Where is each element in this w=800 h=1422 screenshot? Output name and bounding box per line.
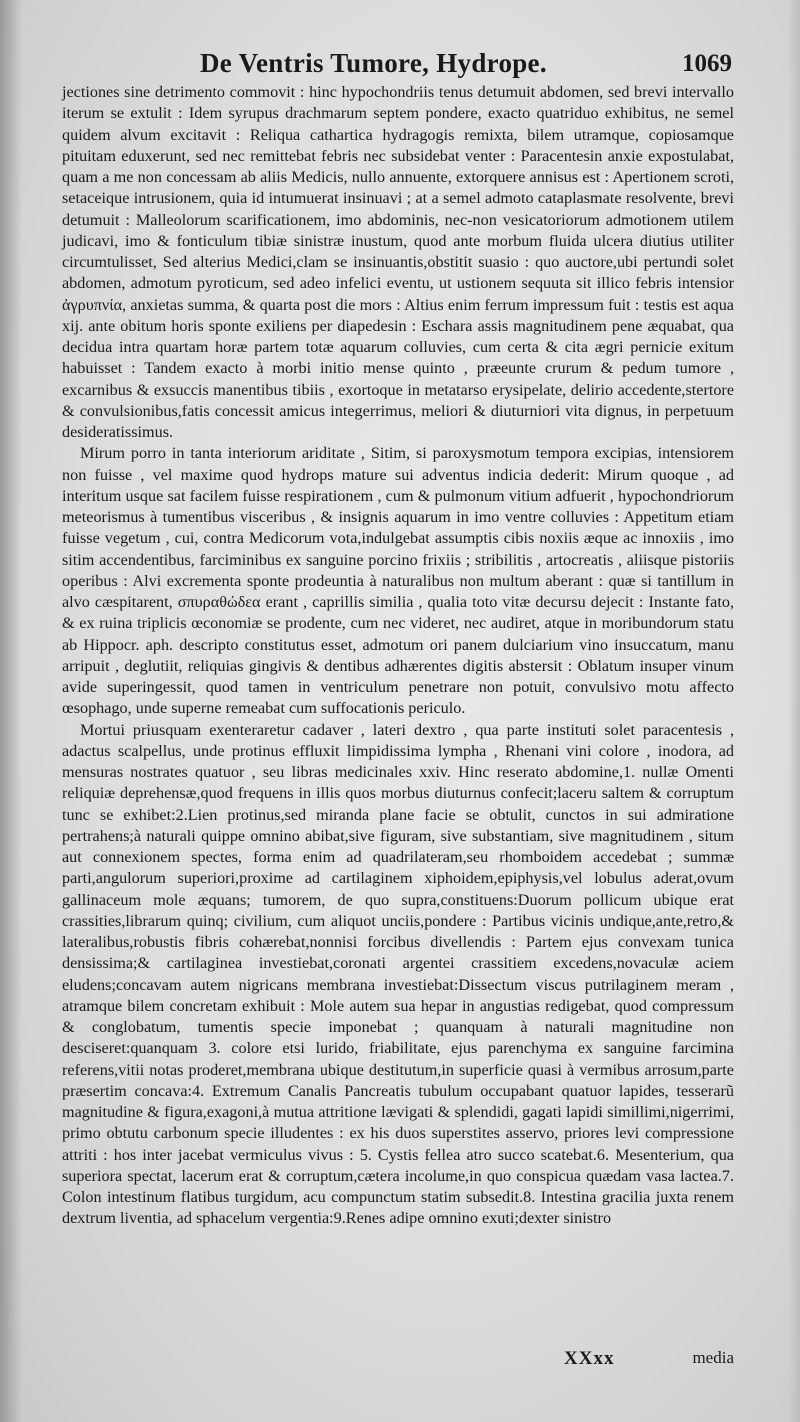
page-shadow-left bbox=[0, 0, 22, 1422]
running-title: De Ventris Tumore, Hydrope. bbox=[200, 48, 547, 78]
paragraph-autopsy: Mortui priusquam exenteraretur cadaver , lateri dextro , qua parte instituti solet paracentesis , adactus scalpellus, unde protinus effluxit limpidissima lympha , Rhenani vini colore , inodora, ad mensuras nostrates quatuor , seu libras medicinales xxiv. Hinc reserato abdomine,1. nullæ Omenti reliquiæ deprehensæ,quod frequens in illis quos morbus diuturnus confecit;laceru saltem & corruptum tunc se exhibet:2.Lien protinus,sed miranda plane facie se obtulit, cunctos in sui admiratione pertrahens;à naturali quippe omnino abibat,sive figuram, sive substantiam, sive magnitudinem , situm aut connexionem spectes, forma enim ad quadrilateram,seu rhomboidem accedebat ; summæ parti,angulorum superiori,proxime ad cartilaginem xiphoidem,epiphysis,vel lobulus aderat,ovum gallinaceum mole æquans; tumorem, de quo supra,constituens:Duorum pollicum ubique erat crassities,librarum quinq; civilium, cum aliquot unciis,pondere : Partibus vicinis undique,ante,retro,& lateralibus,robustis fibris cohærebat,nonnisi forcibus divellendis : Partem ejus convexam tunica densissima;& cartilaginea investiebat,coronati argentei crassitiem excedens,novaculæ aciem eludens;concavam autem nigricans membrana investiebat:Dissectum viscus putrilaginem meram , atramque bilem concretam exhibuit : Mole autem sua hepar in angustias redigebat, quod compressum & conglobatum, tumentis specie imponebat ; quanquam à naturali magnitudine non desciseret:quanquam 3. colore etsi lurido, friabilitate, ejus parenchyma ex sanguine farcimina referens,vitii notas proderet,membrana ubique destitutum,in superficie quasi à vermibus arrosum,parte præsertim concava:4. Extremum Canalis Pancreatis tubulum occupabant quatuor lapides, tesserarũ magnitudine & figura,exagoni,à mutua attritione lævigati & splendidi, gagati lapidi simillimi,nigerrimi, primo obtutu carbonum specie illudentes : ex his duos superstites asservo, priores levi compressione attriti : hos inter jacebat vermiculus vivus : 5. Cystis fellea atro succo scatebat.6. Mesenterium, qua superiora spectat, lacerum erat & corruptum,cætera incolume,in quo conspicua quædam vasa lactea.7. Colon intestinum flatibus turgidum, acu compunctum statim subsedit.8. Intestina gracilia juxta renem dextrum liventia, ad sphacelum vergentia:9.Renes adipe omnino exuti;dexter sinistro bbox=[62, 720, 734, 1228]
page-number: 1069 bbox=[682, 50, 732, 77]
body-text bbox=[62, 82, 734, 1230]
page-footer bbox=[62, 1348, 734, 1372]
signature-mark: XXxx bbox=[564, 1348, 615, 1369]
page-shadow-right bbox=[788, 0, 800, 1422]
running-header bbox=[200, 48, 732, 84]
paragraph-continuation: jectiones sine detrimento commovit : hinc hypochondriis tenus detumuit abdomen, sed brevi intervallo iterum se extulit : Idem syrupus drachmarum septem pondere, exacto quatriduo exhibitus, ne semel quidem alvum excitavit : Reliqua cathartica hydragogis remixta, bilem utramque, copiosamque pituitam eduxerunt, sed nec remittebat febris nec subsidebat venter : Paracentesin anxie expostulabat, quam a me non concessam ab aliis Medicis, nullo annuente, extorquere annisus est : Apertionem scroti, setaceique intrusionem, quia id intumuerat insinuavi ; at a semel admoto cataplasmate resolvente, brevi detumuit : Malleolorum scarificationem, imo abdominis, nec-non vesicatoriorum admotionem utilem judicavi, imo & fonticulum tibiæ sinistræ inustum, quod ante morbum fluida ulcera diutius utiliter circumtulisset, Sed alterius Medici,clam se insinuantis,obstitit suasio : quo auctore,ubi pertundi solet abdomen, admotum pyroticum, sed adeo infelici eventu, ut ustionem sequuta sit illico febris intensior ἀγρυπνία, anxietas summa, & quarta post die mors : Altius enim ferrum impressum fuit : testis est aqua xij. ante obitum horis sponte exiliens per diapedesin : Eschara assis magnitudinem pene æquabat, qua decidua intra quartam horæ partem totæ aquarum colluvies, cum certa & cita ægri pernicie exitum habuisset : Tandem exacto à morbi initio mense quinto , præeunte crurum & pedum tumore , excarnibus & exsuccis manentibus tibiis , exortoque in metatarso erysipelate, delirio accedente,stertore & convulsionibus,fatis concessit amicus integerrimus, meliori & diuturniori vita dignus, in perpetuum desideratissimus. bbox=[62, 83, 734, 441]
catchword: media bbox=[692, 1348, 734, 1367]
paragraph-thirst: Mirum porro in tanta interiorum ariditate , Sitim, si paroxysmotum tempora excipias, intensiorem non fuisse , vel maxime quod hydrops mature sui adventus indicia dederit: Mirum quoque , ad interitum usque sat facilem fuisse respirationem , cum & pulmonum vitium adfuerit , hypochondriorum meteorismus à tumentibus visceribus , & insignis aquarum in imo ventre colluvies : Appetitum etiam fuisse vegetum , cui, contra Medicorum vota,indulgebat assumptis cibis noxiis æque ac innoxiis , imo sitim accendentibus, farciminibus ex sanguine porcino frixiis ; stribilitis , artocreatis , aliisque pistoriis operibus : Alvi excrementa sponte prodeuntia à naturalibus non multum aberant : quæ si tantillum in alvo cæspitarent, σπυραθώδεα erant , caprillis similia , qualia toto vitæ decursu dejecit : Instante fato, & ex ruina triplicis œconomiæ se prodente, cum nec videret, nec audiret, atque in moribundorum statu ab Hippocr. aph. descripto constitutus esset, admotum ori panem dulciarium vino insuccatum, manu arripuit , deglutiit, reliquias gingivis & dentibus adhærentes digitis abstersit : Oblatum insuper vinum avide superingessit, quod tamen in ventriculum penetrare non potuit, convulsivo motu affecto œsophago, unde superne remeabat cum suffocationis periculo. bbox=[62, 444, 734, 718]
